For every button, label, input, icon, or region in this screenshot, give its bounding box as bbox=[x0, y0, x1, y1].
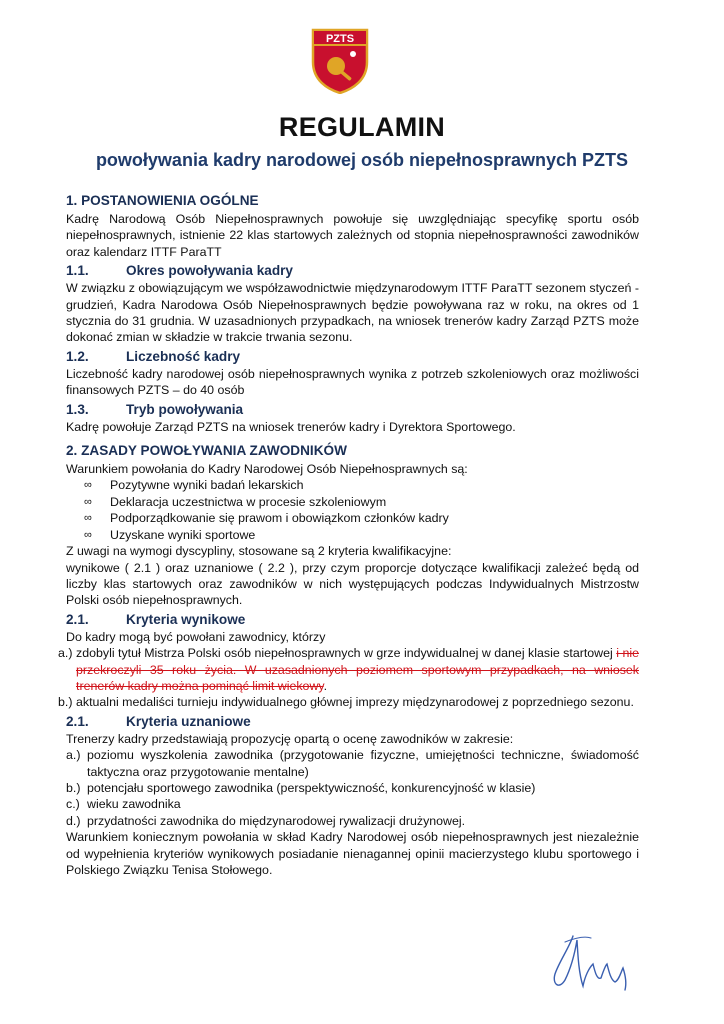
section-1-1-text: W związku z obowiązującym we współzawodnictwie międzynarodowym ITTF ParaTT sezonem styczeń - grudzień, Kadra Narodowa Osób Niepełnosprawnych będzie powoływana raz w roku, na okres od 1 stycznia do 31 grudnia. W uzasadnionych przypadkach, na wniosek trenerów kadry Zarząd PZTS może dokonać zmian w składzie w trakcie trwania sezonu. bbox=[66, 281, 639, 345]
section-1-intro: Kadrę Narodową Osób Niepełnosprawnych powołuje się uwzględniając specyfikę sportu osób niepełnosprawnych, istnienie 22 klas startowych zależnych od stopnia niepełnosprawności zawodników oraz kalendarz ITTF ParaTT bbox=[66, 212, 639, 259]
list-item: a.) zdobyli tytuł Mistrza Polski osób niepełnosprawnych w grze indywidualnej w danej klasie startowej i nie przekroczyli 35 roku życia. W uzasadnionych poziomem sportowym przypadkach, na wniosek trenerów kadry można pominąć limit wiekowy. bbox=[58, 646, 639, 693]
closing-paragraph: Warunkiem koniecznym powołania w skład Kadry Narodowej osób niepełnosprawnych jest niezależnie od wypełnienia kryteriów wynikowych posiadanie nienagannej opinii macierzystego klubu sportowego i Polskiego Związku Tenisa Stołowego. bbox=[66, 830, 639, 877]
list-item: b.) aktualni medaliści turnieju indywidualnego głównej imprezy międzynarodowej z poprzedniego sezonu. bbox=[58, 695, 634, 710]
signature bbox=[545, 928, 635, 998]
list-item: d.) przydatności zawodnika do międzynarodowej rywalizacji drużynowej. bbox=[66, 813, 466, 828]
list-item: b.) potencjału sportowego zawodnika (perspektywiczność, konkurencyjność w klasie) bbox=[66, 780, 536, 795]
document-subtitle: powoływania kadry narodowej osób niepełnosprawnych PZTS bbox=[95, 150, 629, 170]
document-title: REGULAMIN bbox=[278, 112, 446, 142]
criteria-intro: Z uwagi na wymogi dyscypliny, stosowane są 2 kryteria kwalifikacyjne: bbox=[66, 544, 452, 559]
list-item: a.) poziomu wyszkolenia zawodnika (przygotowanie fizyczne, umiejętności techniczne, świadomość taktyczna oraz przygotowanie mentalne) bbox=[66, 748, 639, 779]
list-item: ∞ Podporządkowanie się prawom i obowiązkom członków kadry bbox=[84, 511, 449, 526]
section-2-1-heading: 2.1. Kryteria wynikowe bbox=[66, 611, 246, 627]
infinity-bullet-icon: ∞ bbox=[84, 495, 92, 508]
section-2-1-intro: Do kadry mogą być powołani zawodnicy, którzy bbox=[66, 629, 326, 644]
section-1-3-heading: 1.3. Tryb powoływania bbox=[66, 401, 244, 417]
criteria-description: wynikowe ( 2.1 ) oraz uznaniowe ( 2.2 ), przy czym proporcje dotyczące kwalifikacji zależeć będą od liczby klas startowych oraz zawodników w nich występujących podczas Indywidualnych Mistrzostw Polski osób niepełnosprawnych. bbox=[66, 560, 639, 608]
section-1-2-text: Liczebność kadry narodowej osób niepełnosprawnych wynika z potrzeb szkoleniowych oraz możliwości finansowych PZTS – do 40 osób bbox=[66, 366, 639, 398]
list-item: ∞ Pozytywne wyniki badań lekarskich bbox=[84, 478, 304, 493]
infinity-bullet-icon: ∞ bbox=[84, 479, 92, 492]
section-1-3-text: Kadrę powołuje Zarząd PZTS na wniosek trenerów kadry i Dyrektora Sportowego. bbox=[66, 419, 516, 434]
list-item: ∞ Deklaracja uczestnictwa w procesie szkoleniowym bbox=[84, 494, 387, 509]
section-1-heading: 1. POSTANOWIENIA OGÓLNE bbox=[66, 193, 259, 208]
section-2-2-intro: Trenerzy kadry przedstawiają propozycję opartą o ocenę zawodników w zakresie: bbox=[66, 731, 514, 746]
pzts-shield-logo bbox=[311, 28, 369, 94]
section-1-2-heading: 1.2. Liczebność kadry bbox=[66, 348, 241, 364]
section-2-2-heading: 2.1. Kryteria uznaniowe bbox=[66, 713, 251, 729]
infinity-bullet-icon: ∞ bbox=[84, 512, 92, 525]
document-body bbox=[58, 192, 639, 878]
list-item: ∞ Uzyskane wyniki sportowe bbox=[84, 527, 256, 542]
section-2-intro: Warunkiem powołania do Kadry Narodowej Osób Niepełnosprawnych są: bbox=[66, 462, 468, 477]
infinity-bullet-icon: ∞ bbox=[84, 528, 92, 541]
requirements-list bbox=[66, 477, 639, 543]
section-2-heading: 2. ZASADY POWOŁYWANIA ZAWODNIKÓW bbox=[66, 443, 347, 459]
struck-text: i nie przekroczyli 35 roku życia. W uzasadnionych poziomem sportowym przypadkach, na wniosek trenerów kadry można pominąć limit wiekowy bbox=[76, 646, 639, 693]
list-item: c.) wieku zawodnika bbox=[66, 797, 181, 812]
logo-text: PZTS bbox=[325, 33, 355, 45]
section-1-1-heading: 1.1. Okres powoływania kadry bbox=[66, 263, 293, 279]
